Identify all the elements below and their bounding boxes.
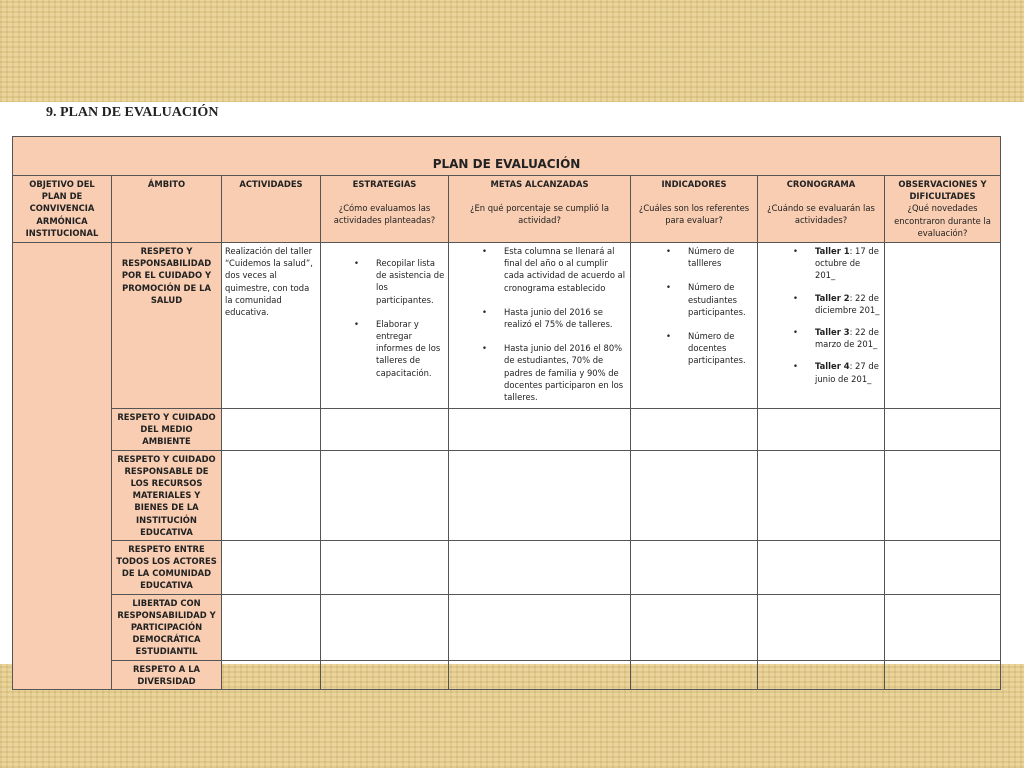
ambito-cell: RESPETO ENTRE TODOS LOS ACTORES DE LA COMUNIDAD EDUCATIVA: [112, 540, 222, 594]
header-observaciones-question: ¿Qué novedades encontraron durante la evaluación?: [894, 203, 991, 238]
ambito-cell: LIBERTAD CON RESPONSABILIDAD Y PARTICIPACIÓN DEMOCRÁTICA ESTUDIANTIL: [112, 594, 222, 660]
list-item: • Número de estudiantes participantes.: [688, 281, 754, 318]
list-item: • Taller 1: 17 de octubre de 201_: [815, 245, 881, 282]
header-indicadores: INDICADORES ¿Cuáles son los referentes para evaluar?: [631, 176, 758, 243]
list-item: • Número de tallleres: [688, 245, 754, 269]
slide-page: [0, 102, 1024, 686]
header-actividades: ACTIVIDADES: [222, 176, 321, 243]
table-row: [13, 243, 1001, 409]
list-item: • Recopilar lista de asistencia de los participantes.: [376, 257, 445, 306]
table-row: [13, 594, 1001, 660]
header-cronograma: CRONOGRAMA ¿Cuándo se evaluarán las actividades?: [758, 176, 885, 243]
ambito-cell: RESPETO Y RESPONSABILIDAD POR EL CUIDADO Y PROMOCIÓN DE LA SALUD: [112, 243, 222, 409]
table-row: [13, 660, 1001, 689]
estrategias-cell: [321, 243, 449, 409]
list-item: • Hasta junio del 2016 se realizó el 75% de talleres.: [504, 306, 627, 330]
header-metas: METAS ALCANZADAS ¿En qué porcentaje se cumplió la actividad?: [449, 176, 631, 243]
list-item: • Hasta junio del 2016 el 80% de estudiantes, 70% de padres de familia y 90% de docentes participaron en los talleres.: [504, 342, 627, 403]
header-estrategias-question: ¿Cómo evaluamos las actividades planteadas?: [333, 203, 436, 226]
cronograma-cell: [758, 243, 885, 409]
objetivo-cell: [13, 243, 112, 690]
actividad-cell: Realización del taller “Cuidemos la salud”, dos veces al quimestre, con toda la comunidad educativa.: [222, 243, 321, 409]
header-observaciones: OBSERVACIONES Y DIFICULTADES ¿Qué novedades encontraron durante la evaluación?: [885, 176, 1001, 243]
list-item: • Número de docentes participantes.: [688, 330, 754, 367]
table-row: [13, 450, 1001, 540]
header-ambito: ÁMBITO: [112, 176, 222, 243]
observaciones-cell: [885, 243, 1001, 409]
list-item: • Taller 2: 22 de diciembre 201_: [815, 292, 881, 316]
header-estrategias: ESTRATEGIAS ¿Cómo evaluamos las actividades planteadas?: [321, 176, 449, 243]
list-item: • Taller 4: 27 de junio de 201_: [815, 360, 881, 384]
table-row: [13, 409, 1001, 451]
list-item: • Esta columna se llenará al final del año o al cumplir cada actividad de acuerdo al cronograma establecido: [504, 245, 627, 294]
list-item: • Taller 3: 22 de marzo de 201_: [815, 326, 881, 350]
table-row: [13, 540, 1001, 594]
header-objetivo: OBJETIVO DEL PLAN DE CONVIVENCIA ARMÓNICA INSTITUCIONAL: [13, 176, 112, 243]
header-metas-question: ¿En qué porcentaje se cumplió la actividad?: [470, 203, 609, 226]
table-title: PLAN DE EVALUACIÓN: [13, 137, 1001, 176]
header-cronograma-question: ¿Cuándo se evaluarán las actividades?: [767, 203, 875, 226]
header-indicadores-question: ¿Cuáles son los referentes para evaluar?: [638, 203, 750, 226]
ambito-cell: RESPETO A LA DIVERSIDAD: [112, 660, 222, 689]
metas-cell: [449, 243, 631, 409]
section-title: 9. PLAN DE EVALUACIÓN: [46, 105, 219, 120]
evaluation-plan-table: [12, 136, 1001, 690]
ambito-cell: RESPETO Y CUIDADO DEL MEDIO AMBIENTE: [112, 409, 222, 451]
indicadores-cell: [631, 243, 758, 409]
list-item: • Elaborar y entregar informes de los talleres de capacitación.: [376, 318, 445, 379]
ambito-cell: RESPETO Y CUIDADO RESPONSABLE DE LOS RECURSOS MATERIALES Y BIENES DE LA INSTITUCIÓN EDUCATIVA: [112, 450, 222, 540]
